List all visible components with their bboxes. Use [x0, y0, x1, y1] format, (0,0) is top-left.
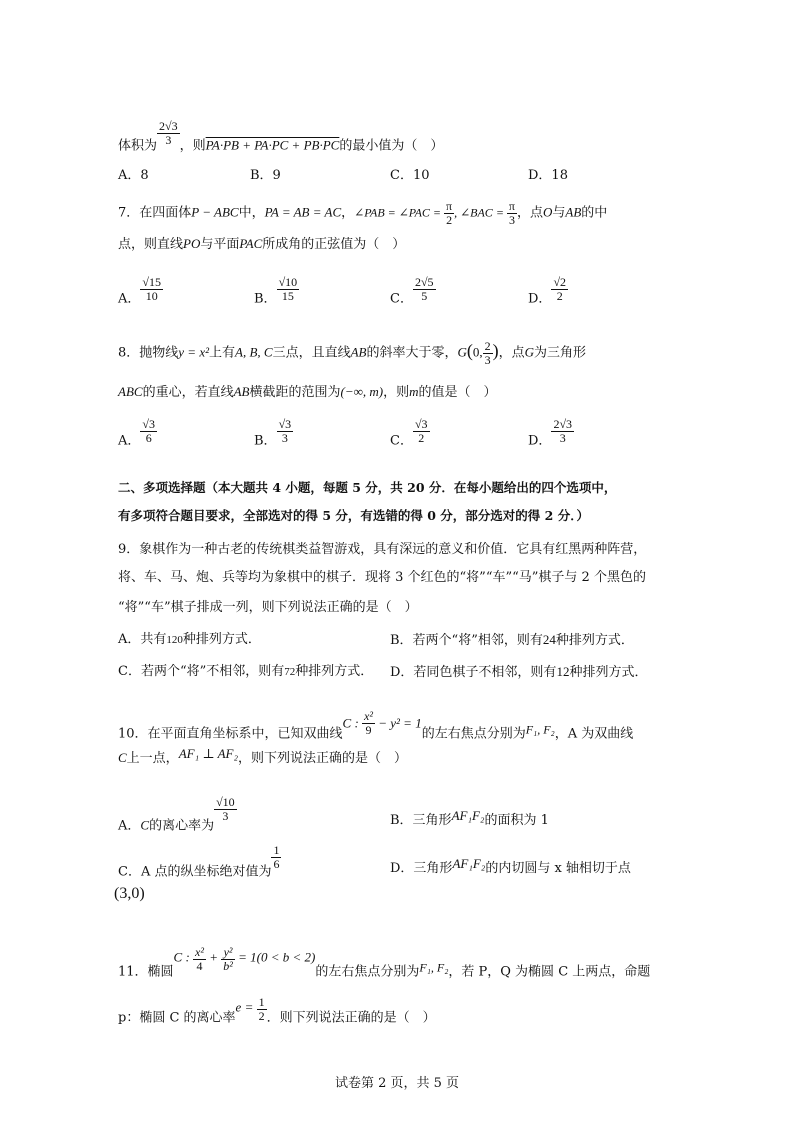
- q7-pi-over-3: $\frac{\pi}{3}$: [508, 199, 515, 227]
- q11-line-1: 11．椭圆C : $\frac{\text{x²}}{4}$ + $\frac{\text{y²}}{\text{b²}}$ = 1(0 < b < 2)的左右焦点分别为F₁, F₂，若 P，Q 为椭圆 C 上两点，命题: [118, 945, 651, 980]
- q9-option-a: A．共有120种排列方式．: [118, 632, 261, 647]
- q9-line-1: 9．象棋作为一种古老的传统棋类益智游戏，具有深远的意义和价值．它具有红黑两种阵营，: [118, 542, 647, 557]
- q7-option-a: A． $\frac{√15}{10}$: [118, 275, 161, 307]
- q7-pi-over-2: $\frac{\pi}{2}$: [446, 199, 453, 227]
- q9-option-b: B．若两个“将”相邻，则有24种排列方式．: [390, 632, 634, 648]
- q6-option-a: A．8: [118, 168, 149, 183]
- q9-line-3: “将”“车”棋子排成一列，则下列说法正确的是（ ）: [118, 600, 418, 615]
- q7-line-2: 点，则直线PO与平面PAC所成角的正弦值为（ ）: [118, 236, 406, 252]
- section-2-header-line-1: 二、多项选择题（本大题共 4 小题，每题 5 分，共 20 分．在每小题给出的四个选项中，: [118, 480, 617, 495]
- q7-line-1: 7．在四面体P − ABC中，PA = AB = AC，∠PAB = ∠PAC = $\frac{\pi}{2}$ , ∠BAC = $\frac{\pi}{3}$ ，点O与AB的中: [118, 199, 608, 227]
- q9-option-c: C．若两个“将”不相邻，则有72种排列方式．: [118, 664, 374, 679]
- q11-line-2: p：椭圆 C 的离心率e = $\frac{1}{2}$ ．则下列说法正确的是（ ）: [118, 995, 436, 1026]
- q7-option-b: B． $\frac{√10}{15}$: [254, 275, 298, 307]
- q6-continuation-line: 体积为 $\frac{2√3}{3}$ ，则PA·PB + PA·PC + PB·PC的最小值为（ ）: [118, 119, 444, 154]
- q6-option-d: D．18: [528, 168, 568, 183]
- q10-option-d-point: (3,0): [114, 885, 145, 902]
- q10-option-b: B．三角形AF₁F₂的面积为 1: [390, 808, 549, 828]
- section-2-header-line-2: 有多项符合题目要求，全部选对的得 5 分，有选错的得 0 分，部分选对的得 2 分．）: [118, 508, 589, 523]
- q8-option-c: C． $\frac{√3}{2}$: [390, 417, 428, 449]
- q6-option-b: B．9: [250, 168, 281, 183]
- q7-option-c: C． $\frac{2√5}{5}$: [390, 275, 434, 307]
- q9-line-2: 将、车、马、炮、兵等均为象棋中的棋子．现将 3 个红色的“将”“车”“马”棋子与 2 个黑色的: [118, 570, 646, 585]
- q10-line-1: 10．在平面直角坐标系中，已知双曲线C : $\frac{\text{x²}}{9}$ − y² = 1的左右焦点分别为F₁, F₂，A 为双曲线: [118, 709, 634, 742]
- q6-option-c: C．10: [390, 168, 430, 183]
- q6-volume-fraction: $\frac{2√3}{3}$: [159, 119, 178, 147]
- q10-option-d: D．三角形AF₁F₂的内切圆与 x 轴相切于点: [390, 856, 631, 876]
- q10-option-c: C．A 点的纵坐标绝对值为 $\frac{1}{6}$: [118, 843, 280, 880]
- page-footer: 试卷第 2 页，共 5 页: [334, 1076, 460, 1091]
- q8-option-a: A． $\frac{√3}{6}$: [118, 417, 155, 449]
- q8-line-1: 8．抛物线y = x²上有A, B, C三点，且直线AB的斜率大于零，G(0, $\frac{2}{3}$ )，点G为三角形: [118, 339, 587, 367]
- q10-option-a: A．C的离心率为 $\frac{√10}{3}$: [118, 795, 235, 834]
- q6-vector-expression: PA·PB + PA·PC + PB·PC: [205, 137, 340, 153]
- q9-option-d: D．若同色棋子不相邻，则有12种排列方式．: [390, 664, 648, 680]
- q8-option-b: B． $\frac{√3}{3}$: [254, 417, 292, 449]
- q8-line-2: ABC的重心，若直线AB横截距的范围为(−∞, m)，则m的值是（ ）: [118, 384, 497, 400]
- q10-line-2: C上一点，AF₁ ⊥ AF₂，则下列说法正确的是（ ）: [118, 746, 407, 766]
- q8-option-d: D． $\frac{2√3}{3}$: [528, 417, 573, 449]
- q7-option-d: D． $\frac{√2}{2}$: [528, 275, 567, 307]
